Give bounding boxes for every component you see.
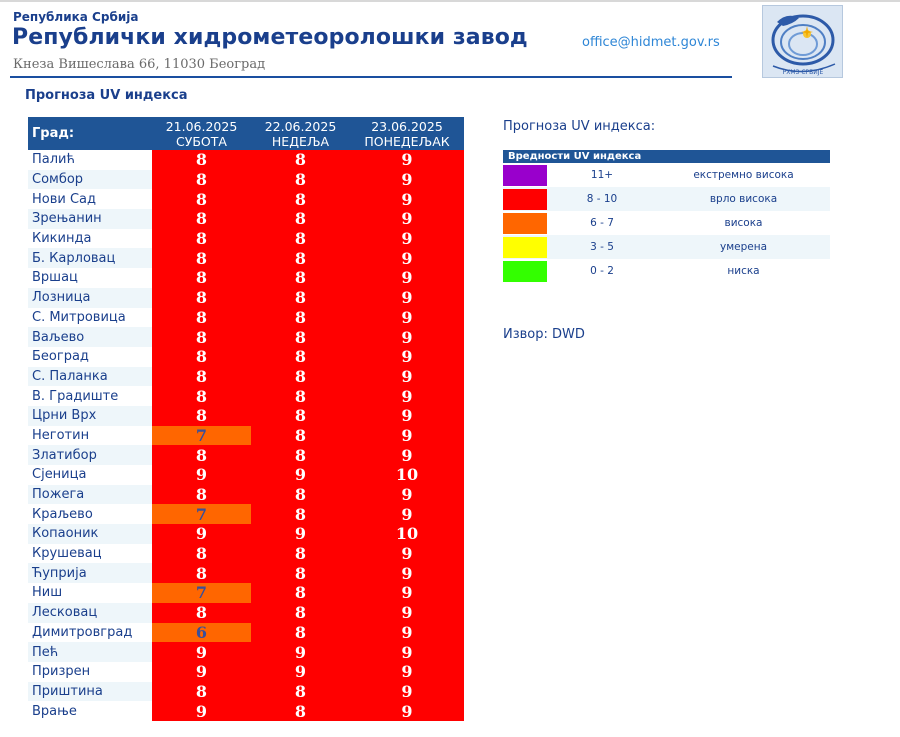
legend-label: умерена bbox=[719, 241, 768, 253]
uv-value-cell: 9 bbox=[350, 642, 464, 662]
uv-value-cell: 8 bbox=[152, 327, 251, 347]
orange-highlight bbox=[152, 623, 251, 643]
uv-value-cell: 9 bbox=[350, 504, 464, 524]
city-name: Сјеница bbox=[28, 465, 152, 485]
city-name: Златибор bbox=[28, 445, 152, 465]
city-name: В. Градиште bbox=[28, 386, 152, 406]
uv-value-cell: 9 bbox=[350, 485, 464, 505]
table-row bbox=[28, 386, 464, 406]
uv-value-cell: 9 bbox=[350, 623, 464, 643]
day-weekday: ПОНЕДЕЉАК bbox=[364, 133, 450, 149]
uv-value-cell: 8 bbox=[251, 367, 350, 387]
uv-value-cell: 10 bbox=[350, 524, 464, 544]
table-row bbox=[28, 209, 464, 229]
table-body bbox=[28, 150, 464, 721]
city-name: Лесковац bbox=[28, 603, 152, 623]
uv-value-cell: 8 bbox=[152, 308, 251, 328]
uv-value-cell: 8 bbox=[251, 229, 350, 249]
table-row bbox=[28, 485, 464, 505]
table-row bbox=[28, 229, 464, 249]
table-row bbox=[28, 288, 464, 308]
city-name: Сомбор bbox=[28, 170, 152, 190]
institute-title[interactable]: Републички хидрометеоролошки завод bbox=[12, 25, 528, 50]
table-row bbox=[28, 563, 464, 583]
city-name: Ниш bbox=[28, 583, 152, 603]
city-name: Ћуприја bbox=[28, 563, 152, 583]
city-name: Приштина bbox=[28, 682, 152, 702]
uv-value-cell: 8 bbox=[251, 386, 350, 406]
city-name: Димитровград bbox=[28, 623, 152, 643]
legend-color-swatch bbox=[503, 237, 547, 258]
uv-value-cell: 8 bbox=[251, 445, 350, 465]
day-column-header bbox=[152, 117, 251, 150]
uv-value-cell: 8 bbox=[251, 327, 350, 347]
city-name: С. Митровица bbox=[28, 308, 152, 328]
table-row bbox=[28, 248, 464, 268]
uv-value-cell: 9 bbox=[350, 662, 464, 682]
table-row bbox=[28, 367, 464, 387]
table-row bbox=[28, 662, 464, 682]
uv-value-cell: 8 bbox=[251, 426, 350, 446]
uv-value-cell: 9 bbox=[152, 701, 251, 721]
table-row bbox=[28, 347, 464, 367]
uv-value-cell: 9 bbox=[251, 662, 350, 682]
uv-value-cell: 9 bbox=[350, 682, 464, 702]
city-name: Пећ bbox=[28, 642, 152, 662]
city-name: Зрењанин bbox=[28, 209, 152, 229]
uv-value-cell: 9 bbox=[350, 367, 464, 387]
legend-range: 3 - 5 bbox=[590, 241, 614, 253]
uv-value-cell: 9 bbox=[350, 603, 464, 623]
orange-highlight bbox=[152, 426, 251, 446]
header-divider bbox=[10, 76, 732, 78]
uv-value-cell: 9 bbox=[251, 524, 350, 544]
uv-value-cell: 9 bbox=[350, 170, 464, 190]
legend-body bbox=[503, 163, 830, 283]
uv-value-cell: 8 bbox=[251, 288, 350, 308]
legend-row bbox=[503, 187, 830, 211]
uv-value-cell: 9 bbox=[350, 229, 464, 249]
uv-value-cell: 8 bbox=[251, 485, 350, 505]
section-title: Прогноза UV индекса bbox=[25, 88, 188, 103]
legend-color-swatch bbox=[503, 189, 547, 210]
city-name: Краљево bbox=[28, 504, 152, 524]
legend-color-swatch bbox=[503, 261, 547, 282]
uv-value-cell bbox=[152, 504, 251, 524]
legend-color-swatch bbox=[503, 213, 547, 234]
uv-value-cell: 8 bbox=[152, 603, 251, 623]
uv-value-cell: 8 bbox=[152, 170, 251, 190]
city-name: Крушевац bbox=[28, 544, 152, 564]
table-header bbox=[28, 117, 464, 150]
legend-label: врло висока bbox=[709, 193, 778, 205]
logo-graphic bbox=[763, 6, 843, 78]
orange-highlight bbox=[152, 583, 251, 603]
day-column-header bbox=[251, 117, 350, 150]
city-name: Лозница bbox=[28, 288, 152, 308]
uv-value-cell: 9 bbox=[350, 701, 464, 721]
city-name: Ваљево bbox=[28, 327, 152, 347]
uv-value-cell bbox=[152, 583, 251, 603]
uv-value-cell: 9 bbox=[350, 189, 464, 209]
legend-label: ниска bbox=[727, 265, 760, 277]
uv-value-cell: 8 bbox=[251, 603, 350, 623]
uv-value-cell: 8 bbox=[152, 347, 251, 367]
uv-forecast-table bbox=[28, 117, 464, 721]
uv-value-cell bbox=[152, 426, 251, 446]
table-row bbox=[28, 426, 464, 446]
legend-row bbox=[503, 163, 830, 187]
uv-value-cell: 9 bbox=[251, 465, 350, 485]
uv-value-cell bbox=[152, 623, 251, 643]
institute-address: Кнеза Вишеслава 66, 11030 Београд bbox=[13, 57, 266, 72]
legend-row bbox=[503, 211, 830, 235]
uv-value-cell: 8 bbox=[152, 268, 251, 288]
uv-value-cell: 8 bbox=[251, 189, 350, 209]
uv-value-cell: 9 bbox=[350, 544, 464, 564]
uv-value-cell: 8 bbox=[251, 248, 350, 268]
uv-value-cell: 8 bbox=[152, 563, 251, 583]
uv-value-cell: 9 bbox=[350, 209, 464, 229]
city-name: Призрен bbox=[28, 662, 152, 682]
uv-value-cell: 9 bbox=[350, 268, 464, 288]
city-name: Нови Сад bbox=[28, 189, 152, 209]
table-row bbox=[28, 504, 464, 524]
uv-value-cell: 8 bbox=[251, 583, 350, 603]
institute-logo[interactable] bbox=[762, 5, 843, 78]
uv-value-cell: 8 bbox=[152, 150, 251, 170]
table-row bbox=[28, 603, 464, 623]
uv-value-cell: 9 bbox=[350, 327, 464, 347]
uv-value-cell: 9 bbox=[152, 662, 251, 682]
table-row bbox=[28, 445, 464, 465]
uv-value-cell: 8 bbox=[251, 504, 350, 524]
table-row bbox=[28, 623, 464, 643]
city-column-header: Град: bbox=[32, 126, 75, 141]
uv-value-cell: 8 bbox=[251, 268, 350, 288]
day-column-header bbox=[350, 117, 464, 150]
city-name: Неготин bbox=[28, 426, 152, 446]
uv-value-cell: 8 bbox=[251, 406, 350, 426]
country-name: Република Србија bbox=[13, 10, 139, 24]
city-name: Београд bbox=[28, 347, 152, 367]
city-name: Копаоник bbox=[28, 524, 152, 544]
uv-value-cell: 9 bbox=[152, 524, 251, 544]
table-row bbox=[28, 308, 464, 328]
uv-value-cell: 8 bbox=[152, 209, 251, 229]
table-row bbox=[28, 465, 464, 485]
city-name: Пожега bbox=[28, 485, 152, 505]
legend-row bbox=[503, 259, 830, 283]
uv-value-cell: 8 bbox=[251, 623, 350, 643]
uv-value-cell: 8 bbox=[251, 347, 350, 367]
legend-title: Прогноза UV индекса: bbox=[503, 119, 656, 134]
uv-value-cell: 8 bbox=[152, 229, 251, 249]
table-row bbox=[28, 189, 464, 209]
table-row bbox=[28, 682, 464, 702]
uv-value-cell: 9 bbox=[152, 642, 251, 662]
table-row bbox=[28, 544, 464, 564]
legend-row bbox=[503, 235, 830, 259]
uv-value-cell: 10 bbox=[350, 465, 464, 485]
legend-label: висока bbox=[724, 217, 763, 229]
uv-value-cell: 8 bbox=[152, 288, 251, 308]
table-row bbox=[28, 406, 464, 426]
legend-range: 8 - 10 bbox=[586, 193, 618, 205]
day-weekday: НЕДЕЉА bbox=[271, 133, 330, 149]
uv-value-cell: 9 bbox=[350, 445, 464, 465]
table-row bbox=[28, 583, 464, 603]
logo-text: РХМЗ СРБИЈЕ bbox=[782, 69, 824, 76]
uv-value-cell: 8 bbox=[251, 150, 350, 170]
day-date: 22.06.2025 bbox=[264, 118, 337, 134]
day-date: 23.06.2025 bbox=[371, 118, 443, 134]
uv-value-cell: 9 bbox=[350, 406, 464, 426]
uv-value-cell: 8 bbox=[251, 701, 350, 721]
uv-value-cell: 8 bbox=[251, 682, 350, 702]
uv-value-cell: 9 bbox=[251, 642, 350, 662]
uv-value-cell: 8 bbox=[152, 406, 251, 426]
legend-range: 0 - 2 bbox=[590, 265, 614, 277]
uv-value-cell: 8 bbox=[251, 170, 350, 190]
city-name: Црни Врх bbox=[28, 406, 152, 426]
uv-value-cell: 9 bbox=[350, 583, 464, 603]
data-source: Извор: DWD bbox=[503, 327, 585, 342]
uv-value-cell: 8 bbox=[152, 386, 251, 406]
table-row bbox=[28, 268, 464, 288]
uv-value-cell: 9 bbox=[350, 308, 464, 328]
day-weekday: СУБОТА bbox=[176, 133, 227, 149]
uv-value-cell: 9 bbox=[350, 347, 464, 367]
table-row bbox=[28, 701, 464, 721]
uv-value-cell: 8 bbox=[251, 308, 350, 328]
uv-value-cell: 8 bbox=[152, 544, 251, 564]
email-link[interactable]: office@hidmet.gov.rs bbox=[582, 35, 720, 50]
table-row bbox=[28, 642, 464, 662]
uv-value-cell: 9 bbox=[350, 248, 464, 268]
legend-color-swatch bbox=[503, 165, 547, 186]
city-name: Врање bbox=[28, 701, 152, 721]
table-row bbox=[28, 524, 464, 544]
uv-value-cell: 8 bbox=[152, 189, 251, 209]
table-row bbox=[28, 327, 464, 347]
uv-value-cell: 8 bbox=[251, 563, 350, 583]
uv-value-cell: 8 bbox=[251, 209, 350, 229]
uv-value-cell: 9 bbox=[350, 288, 464, 308]
uv-value-cell: 8 bbox=[152, 248, 251, 268]
table-row bbox=[28, 150, 464, 170]
city-name: Палић bbox=[28, 150, 152, 170]
legend-range: 11+ bbox=[590, 169, 614, 181]
uv-value-cell: 8 bbox=[152, 367, 251, 387]
uv-value-cell: 8 bbox=[152, 682, 251, 702]
uv-value-cell: 9 bbox=[152, 465, 251, 485]
uv-value-cell: 9 bbox=[350, 386, 464, 406]
city-name: Вршац bbox=[28, 268, 152, 288]
day-date: 21.06.2025 bbox=[165, 118, 238, 134]
top-border bbox=[0, 0, 900, 2]
uv-value-cell: 8 bbox=[251, 544, 350, 564]
table-row bbox=[28, 170, 464, 190]
uv-value-cell: 9 bbox=[350, 150, 464, 170]
uv-value-cell: 8 bbox=[152, 485, 251, 505]
city-name: С. Паланка bbox=[28, 367, 152, 387]
legend-label: екстремно висока bbox=[693, 169, 794, 181]
uv-value-cell: 9 bbox=[350, 563, 464, 583]
legend-header: Вредности UV индекса bbox=[503, 150, 830, 163]
orange-highlight bbox=[152, 504, 251, 524]
legend-range: 6 - 7 bbox=[590, 217, 614, 229]
city-name: Кикинда bbox=[28, 229, 152, 249]
uv-legend bbox=[503, 150, 830, 283]
uv-value-cell: 8 bbox=[152, 445, 251, 465]
uv-value-cell: 9 bbox=[350, 426, 464, 446]
city-name: Б. Карловац bbox=[28, 248, 152, 268]
